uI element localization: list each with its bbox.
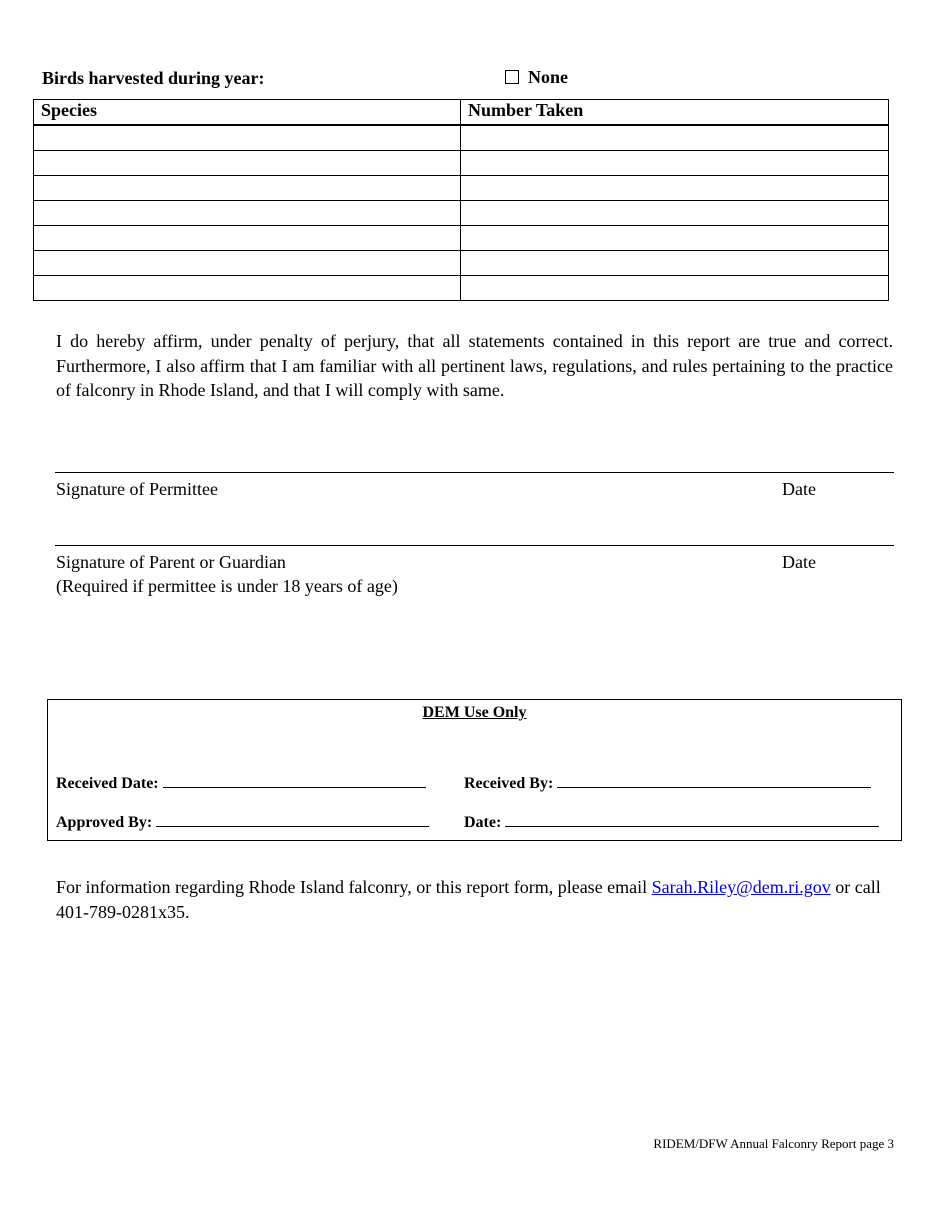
species-header: Species (34, 100, 461, 126)
permittee-signature-label: Signature of Permittee (56, 479, 218, 499)
number-taken-cell[interactable] (461, 176, 889, 201)
approved-by-field (56, 812, 429, 832)
table-header-row (34, 100, 889, 126)
table-row (34, 226, 889, 251)
none-checkbox[interactable] (505, 70, 519, 84)
table-row (34, 176, 889, 201)
number-taken-cell[interactable] (461, 226, 889, 251)
dem-date-label: Date: (464, 814, 502, 831)
approved-by-line[interactable] (156, 812, 429, 827)
received-by-field (464, 773, 871, 793)
table-row (34, 201, 889, 226)
species-cell[interactable] (34, 125, 461, 151)
number-taken-cell[interactable] (461, 276, 889, 301)
affirmation-text: I do hereby affirm, under penalty of perjury, that all statements contained in this report are true and correct. Furthermore, I also affirm that I am familiar with all pertinent laws, regulations, and rules pertaining to the practice of falconry in Rhode Island, and that I will comply with same. (56, 331, 893, 400)
species-cell[interactable] (34, 226, 461, 251)
permittee-date-label: Date (782, 479, 816, 499)
species-cell[interactable] (34, 201, 461, 226)
page-footer: RIDEM/DFW Annual Falconry Report page 3 (653, 1136, 894, 1151)
number-taken-header: Number Taken (461, 100, 889, 126)
number-taken-cell[interactable] (461, 125, 889, 151)
received-by-line[interactable] (557, 773, 871, 788)
dem-title: DEM Use Only (422, 704, 527, 721)
info-prefix: For information regarding Rhode Island falconry, or this report form, please email (56, 877, 652, 897)
harvest-table (33, 99, 889, 301)
info-suffix: or call 401-789-0281x35. (56, 877, 881, 922)
none-option[interactable] (505, 67, 568, 88)
dem-use-only-box (47, 699, 902, 841)
number-taken-cell[interactable] (461, 251, 889, 276)
species-cell[interactable] (34, 251, 461, 276)
table-row (34, 251, 889, 276)
guardian-signature-line[interactable] (55, 545, 894, 546)
table-row (34, 151, 889, 176)
none-label: None (528, 67, 568, 87)
harvest-label: Birds harvested during year: (42, 68, 265, 88)
number-taken-cell[interactable] (461, 201, 889, 226)
species-cell[interactable] (34, 276, 461, 301)
contact-info (56, 875, 896, 924)
dem-date-line[interactable] (505, 812, 879, 827)
approved-by-label: Approved By: (56, 814, 153, 831)
table-row (34, 125, 889, 151)
received-date-label: Received Date: (56, 775, 159, 792)
received-by-label: Received By: (464, 775, 554, 792)
guardian-date-label: Date (782, 552, 816, 572)
number-taken-cell[interactable] (461, 151, 889, 176)
guardian-signature-label: Signature of Parent or Guardian (56, 552, 286, 572)
dem-date-field (464, 812, 879, 832)
received-date-line[interactable] (163, 773, 426, 788)
received-date-field (56, 773, 426, 793)
table-row (34, 276, 889, 301)
species-cell[interactable] (34, 151, 461, 176)
email-link[interactable]: Sarah.Riley@dem.ri.gov (651, 877, 831, 897)
permittee-signature-line[interactable] (55, 472, 894, 473)
guardian-note: (Required if permittee is under 18 years of age) (56, 576, 398, 596)
species-cell[interactable] (34, 176, 461, 201)
